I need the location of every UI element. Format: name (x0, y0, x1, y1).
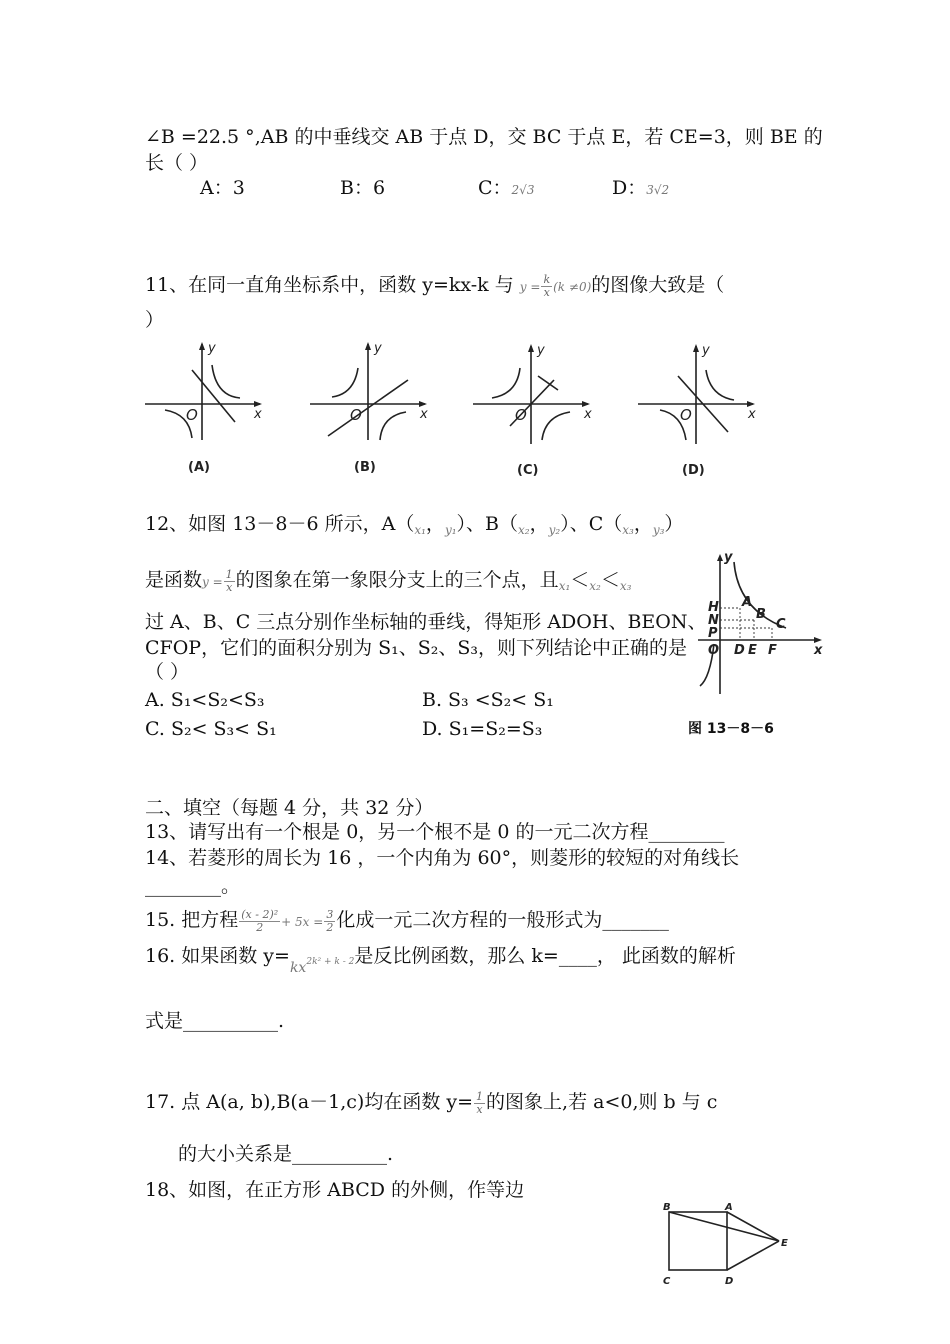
q11-c-axis-x: x (584, 407, 592, 422)
q17-fraction-den: x (476, 1102, 483, 1116)
q12-fig-b: B (756, 607, 766, 622)
q12-comma-1: ， (425, 513, 445, 535)
q14-text-b: ________。 (145, 875, 241, 897)
q11-a-axis-x: x (254, 407, 262, 422)
section2-header: 二、填空（每题 4 分，共 32 分） (145, 797, 434, 819)
q11-graph-c (473, 346, 588, 444)
q12-option-d: D. S₁=S₂=S₃ (422, 718, 543, 740)
q12-text-d: ） (664, 513, 684, 535)
q12-fig-x: x (814, 643, 823, 658)
q11-label-a: (A) (188, 460, 210, 475)
q12-comma-2: ， (529, 513, 549, 535)
q10-option-d-label: D： (612, 177, 647, 199)
q15-line (145, 908, 669, 934)
q12-text-a: 12、如图 13－8－6 所示，A（ (145, 513, 415, 535)
q11-text-a: 11、在同一直角坐标系中，函数 y=kx-k 与 (145, 274, 514, 296)
q10-option-b: B：6 (340, 177, 386, 199)
q12-text-c: ）、C（ (560, 513, 623, 535)
q10-option-c-value: 2√3 (511, 183, 535, 197)
q10-line2: 长（ ） (145, 152, 209, 174)
q12-fig-f: F (768, 643, 777, 658)
q16-line (145, 944, 736, 980)
q11-func-lhs: y = (519, 280, 541, 294)
q17-text-a: 17. 点 A(a, b),B(a－1,c)均在函数 y= (145, 1091, 474, 1113)
q12-y1: y₁ (444, 523, 457, 537)
q12-fig-d: D (734, 643, 745, 658)
q10-option-d (612, 176, 669, 202)
q11-label-b: (B) (354, 460, 376, 475)
q12-fraction-den: x (226, 580, 233, 594)
q18-fig-c: C (663, 1276, 671, 1287)
q12-cond-x2: x₂ (589, 579, 601, 593)
q15-fraction-2 (324, 909, 335, 934)
q12-figure-caption: 图 13－8－6 (688, 721, 774, 737)
q10-option-a: A：3 (200, 177, 245, 199)
q11-c-axis-y: y (537, 343, 545, 358)
q18-fig-e: E (781, 1238, 788, 1249)
q12-comma-3: ， (633, 513, 653, 535)
q11-b-axis-x: x (420, 407, 428, 422)
q11-condition: (k ≠0) (553, 280, 592, 294)
q18-fig-a: A (725, 1202, 733, 1213)
q11-line2: ） (145, 309, 165, 331)
q18-figure (655, 1198, 800, 1290)
q17-line2: 的大小关系是__________. (178, 1143, 394, 1165)
q12-cond-x3: x₃ (619, 579, 632, 593)
q12-fig-a: A (742, 595, 753, 610)
q11-label-d: (D) (682, 463, 705, 478)
q12-x2: x₂ (518, 523, 530, 537)
q11-d-axis-x: x (748, 407, 756, 422)
q12-fig-p: P (708, 626, 718, 641)
q12-text-2b: 的图象在第一象限分支上的三个点，且 (235, 569, 559, 591)
q12-figure (690, 548, 830, 698)
q11-graph-a (145, 344, 260, 440)
q11-fraction (541, 274, 552, 299)
q12-cond-x1: x₁ (558, 579, 571, 593)
q11-a-origin: O (186, 406, 198, 424)
q15-prefix: 15. 把方程 (145, 909, 239, 931)
q15-fraction-2-num: 3 (326, 907, 334, 921)
q11-label-c: (C) (517, 463, 539, 478)
q17-line (145, 1090, 717, 1116)
q11-graph-b (310, 344, 425, 440)
q12-y2: y₂ (548, 523, 561, 537)
q17-text-b: 的图象上,若 a<0,则 b 与 c (486, 1091, 718, 1113)
q12-line3: 过 A、B、C 三点分别作坐标轴的垂线，得矩形 ADOH、BEON、 (145, 611, 707, 633)
q12-line5: （ ） (145, 661, 190, 683)
q12-fig-o: O (708, 643, 720, 658)
q11-line1 (145, 273, 724, 299)
q11-fraction-num: k (543, 272, 551, 286)
q12-option-a: A. S₁<S₂<S₃ (145, 689, 265, 711)
q11-b-origin: O (350, 406, 362, 424)
q16-line2: 式是__________. (145, 1010, 285, 1032)
q12-fig-n: N (708, 613, 719, 628)
q11-d-origin: O (680, 406, 692, 424)
q12-lt-1: ＜ (570, 569, 590, 591)
q15-fraction-1-num: (x - 2)² (241, 907, 279, 921)
q16-expr: kx (289, 960, 307, 976)
q10-option-c (478, 176, 534, 202)
q12-fig-c: C (776, 617, 786, 632)
q12-fig-e: E (748, 643, 757, 658)
q18-text: 18、如图，在正方形 ABCD 的外侧，作等边 (145, 1179, 525, 1201)
q10-line1 (145, 125, 823, 149)
q17-fraction (474, 1091, 485, 1116)
q15-fraction-1-den: 2 (256, 920, 264, 934)
q11-graphs (140, 340, 780, 480)
q16-text-b: 是反比例函数，那么 k=____， 此函数的解析 (354, 945, 736, 967)
q12-fig-y: y (724, 550, 733, 565)
q12-text-b: ）、B（ (456, 513, 518, 535)
q16-text-a: 16. 如果函数 y= (145, 945, 290, 967)
q12-fig-h: H (708, 600, 719, 615)
q12-x3: x₃ (622, 523, 634, 537)
q12-fraction (224, 569, 235, 594)
q18-fig-d: D (725, 1276, 734, 1287)
q15-fraction-2-den: 2 (326, 920, 334, 934)
q15-suffix: 化成一元二次方程的一般形式为_______ (336, 909, 669, 931)
q16-exponent: 2k² + k - 2 (306, 957, 355, 967)
q17-fraction-num: 1 (476, 1089, 484, 1103)
q12-line1 (145, 512, 683, 542)
q14-text-a: 14、若菱形的周长为 16 ，一个内角为 60°，则菱形的较短的对角线长 (145, 847, 740, 869)
q10-angle: ∠B =22.5 ° (145, 126, 255, 148)
q15-fraction-1 (239, 909, 280, 934)
q11-graph-d (638, 346, 753, 444)
q12-y3: y₃ (652, 523, 665, 537)
q13-text: 13、请写出有一个根是 0，另一个根不是 0 的一元二次方程________ (145, 821, 725, 843)
q15-mid: + 5x = (281, 915, 324, 929)
q12-option-c: C. S₂< S₃< S₁ (145, 718, 277, 740)
q11-b-axis-y: y (374, 341, 382, 356)
q11-c-origin: O (515, 406, 527, 424)
q11-text-b: 的图像大致是（ (591, 274, 725, 296)
q12-text-2a: 是函数 (145, 569, 203, 591)
q12-lt-2: ＜ (600, 569, 620, 591)
q10-text: ,AB 的中垂线交 AB 于点 D，交 BC 于点 E，若 CE=3，则 BE 的 (254, 126, 823, 148)
q18-fig-b: B (663, 1202, 671, 1213)
q12-line4: CFOP，它们的面积分别为 S₁、S₂、S₃，则下列结论中正确的是 (145, 637, 688, 659)
q12-fraction-num: 1 (225, 567, 233, 581)
q10-option-c-label: C： (478, 177, 512, 199)
q12-option-b: B. S₃ <S₂< S₁ (422, 689, 554, 711)
q12-line2 (145, 568, 631, 598)
q12-x1: x₁ (414, 523, 426, 537)
q11-fraction-den: x (543, 285, 550, 299)
q10-option-d-value: 3√2 (646, 183, 670, 197)
q12-func-lhs: y = (202, 575, 223, 589)
q11-a-axis-y: y (208, 341, 216, 356)
q11-d-axis-y: y (702, 343, 710, 358)
